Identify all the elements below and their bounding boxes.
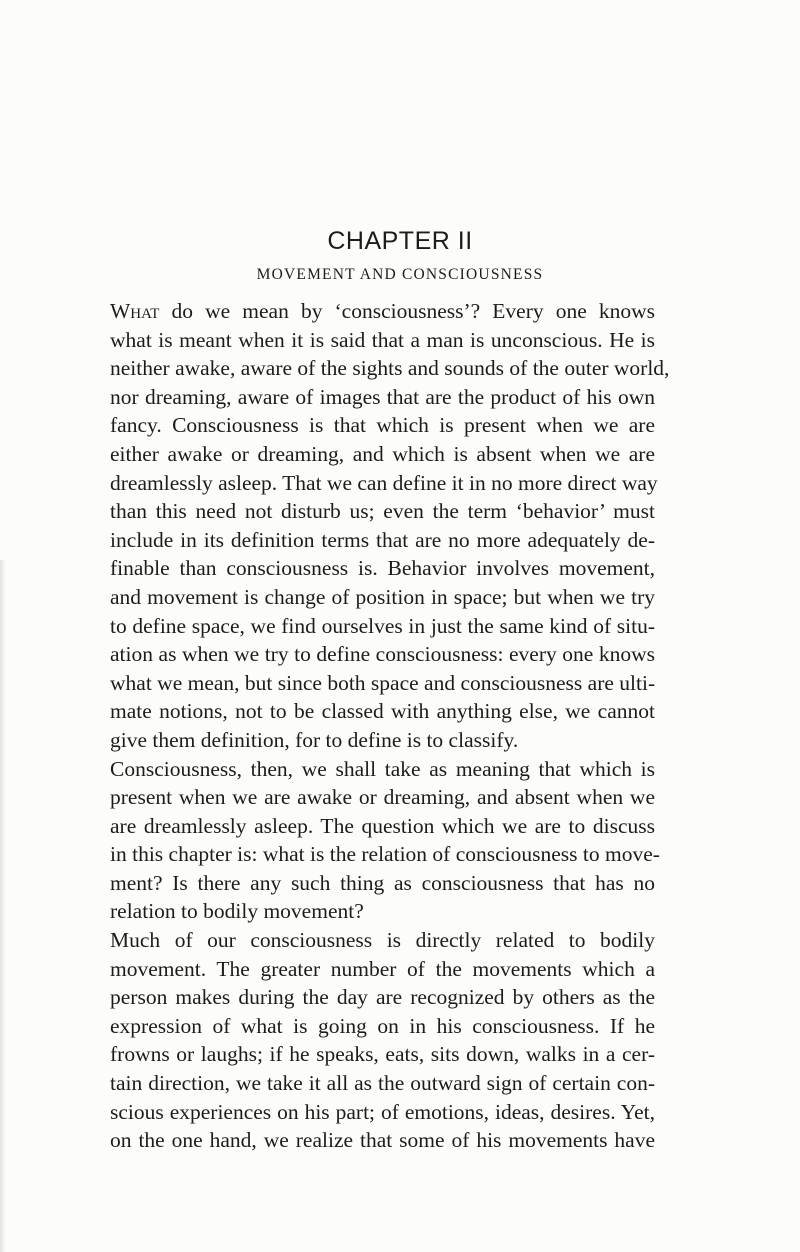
text-line: what we mean, but since both space and consciousness are ulti- bbox=[110, 670, 656, 695]
text-line: to define space, we find ourselves in just the same kind of situ- bbox=[110, 613, 655, 638]
text-line: are dreamlessly asleep. The question which we are to discuss bbox=[110, 813, 655, 838]
text-line-content: do we mean by ‘consciousness’? Every one knows bbox=[159, 299, 655, 323]
text-line: person makes during the day are recognized by others as the bbox=[110, 985, 655, 1010]
text-line: in this chapter is: what is the relation of consciousness to move- bbox=[110, 842, 660, 867]
text-line: relation to bodily movement? bbox=[110, 899, 364, 924]
text-line: what is meant when it is said that a man is unconscious. He is bbox=[110, 327, 655, 352]
text-line: include in its definition terms that are no more adequately de- bbox=[110, 527, 655, 552]
text-line: Much of our consciousness is directly related to bodily bbox=[110, 928, 655, 953]
text-line: tain direction, we take it all as the outward sign of certain con- bbox=[110, 1071, 655, 1096]
text-line: give them definition, for to define is to classify. bbox=[110, 727, 519, 752]
text-line: frowns or laughs; if he speaks, eats, sits down, walks in a cer- bbox=[110, 1042, 655, 1067]
text-line: on the one hand, we realize that some of his movements have bbox=[110, 1128, 655, 1153]
text-line bbox=[110, 297, 655, 326]
text-line: nor dreaming, aware of images that are the product of his own bbox=[110, 384, 655, 409]
text-line: ation as when we try to define consciousness: every one knows bbox=[110, 642, 655, 667]
text-line: neither awake, aware of the sights and sounds of the outer world, bbox=[110, 356, 670, 381]
text-line: Consciousness, then, we shall take as meaning that which is bbox=[110, 756, 655, 781]
text-line: present when we are awake or dreaming, and absent when we bbox=[110, 785, 655, 810]
text-line: ment? Is there any such thing as consciousness that has no bbox=[110, 870, 655, 895]
chapter-title: MOVEMENT AND CONSCIOUSNESS bbox=[256, 266, 544, 283]
text-line: finable than consciousness is. Behavior involves movement, bbox=[110, 556, 655, 581]
text-line: movement. The greater number of the movements which a bbox=[110, 956, 655, 981]
text-line: either awake or dreaming, and which is absent when we are bbox=[110, 441, 655, 466]
text-line: dreamlessly asleep. That we can define it in no more direct way bbox=[110, 470, 658, 495]
opening-word: What bbox=[110, 299, 160, 323]
chapter-number: CHAPTER II bbox=[327, 227, 473, 255]
binding-shadow bbox=[0, 560, 6, 1252]
body-text bbox=[110, 297, 670, 1155]
text-line: and movement is change of position in space; but when we try bbox=[110, 584, 655, 609]
text-line: expression of what is going on in his consciousness. If he bbox=[110, 1013, 655, 1038]
text-line: mate notions, not to be classed with anything else, we cannot bbox=[110, 699, 655, 724]
text-line: than this need not disturb us; even the term ‘behavior’ must bbox=[110, 499, 655, 524]
text-line: scious experiences on his part; of emotions, ideas, desires. Yet, bbox=[110, 1099, 655, 1124]
text-line: fancy. Consciousness is that which is present when we are bbox=[110, 413, 655, 438]
